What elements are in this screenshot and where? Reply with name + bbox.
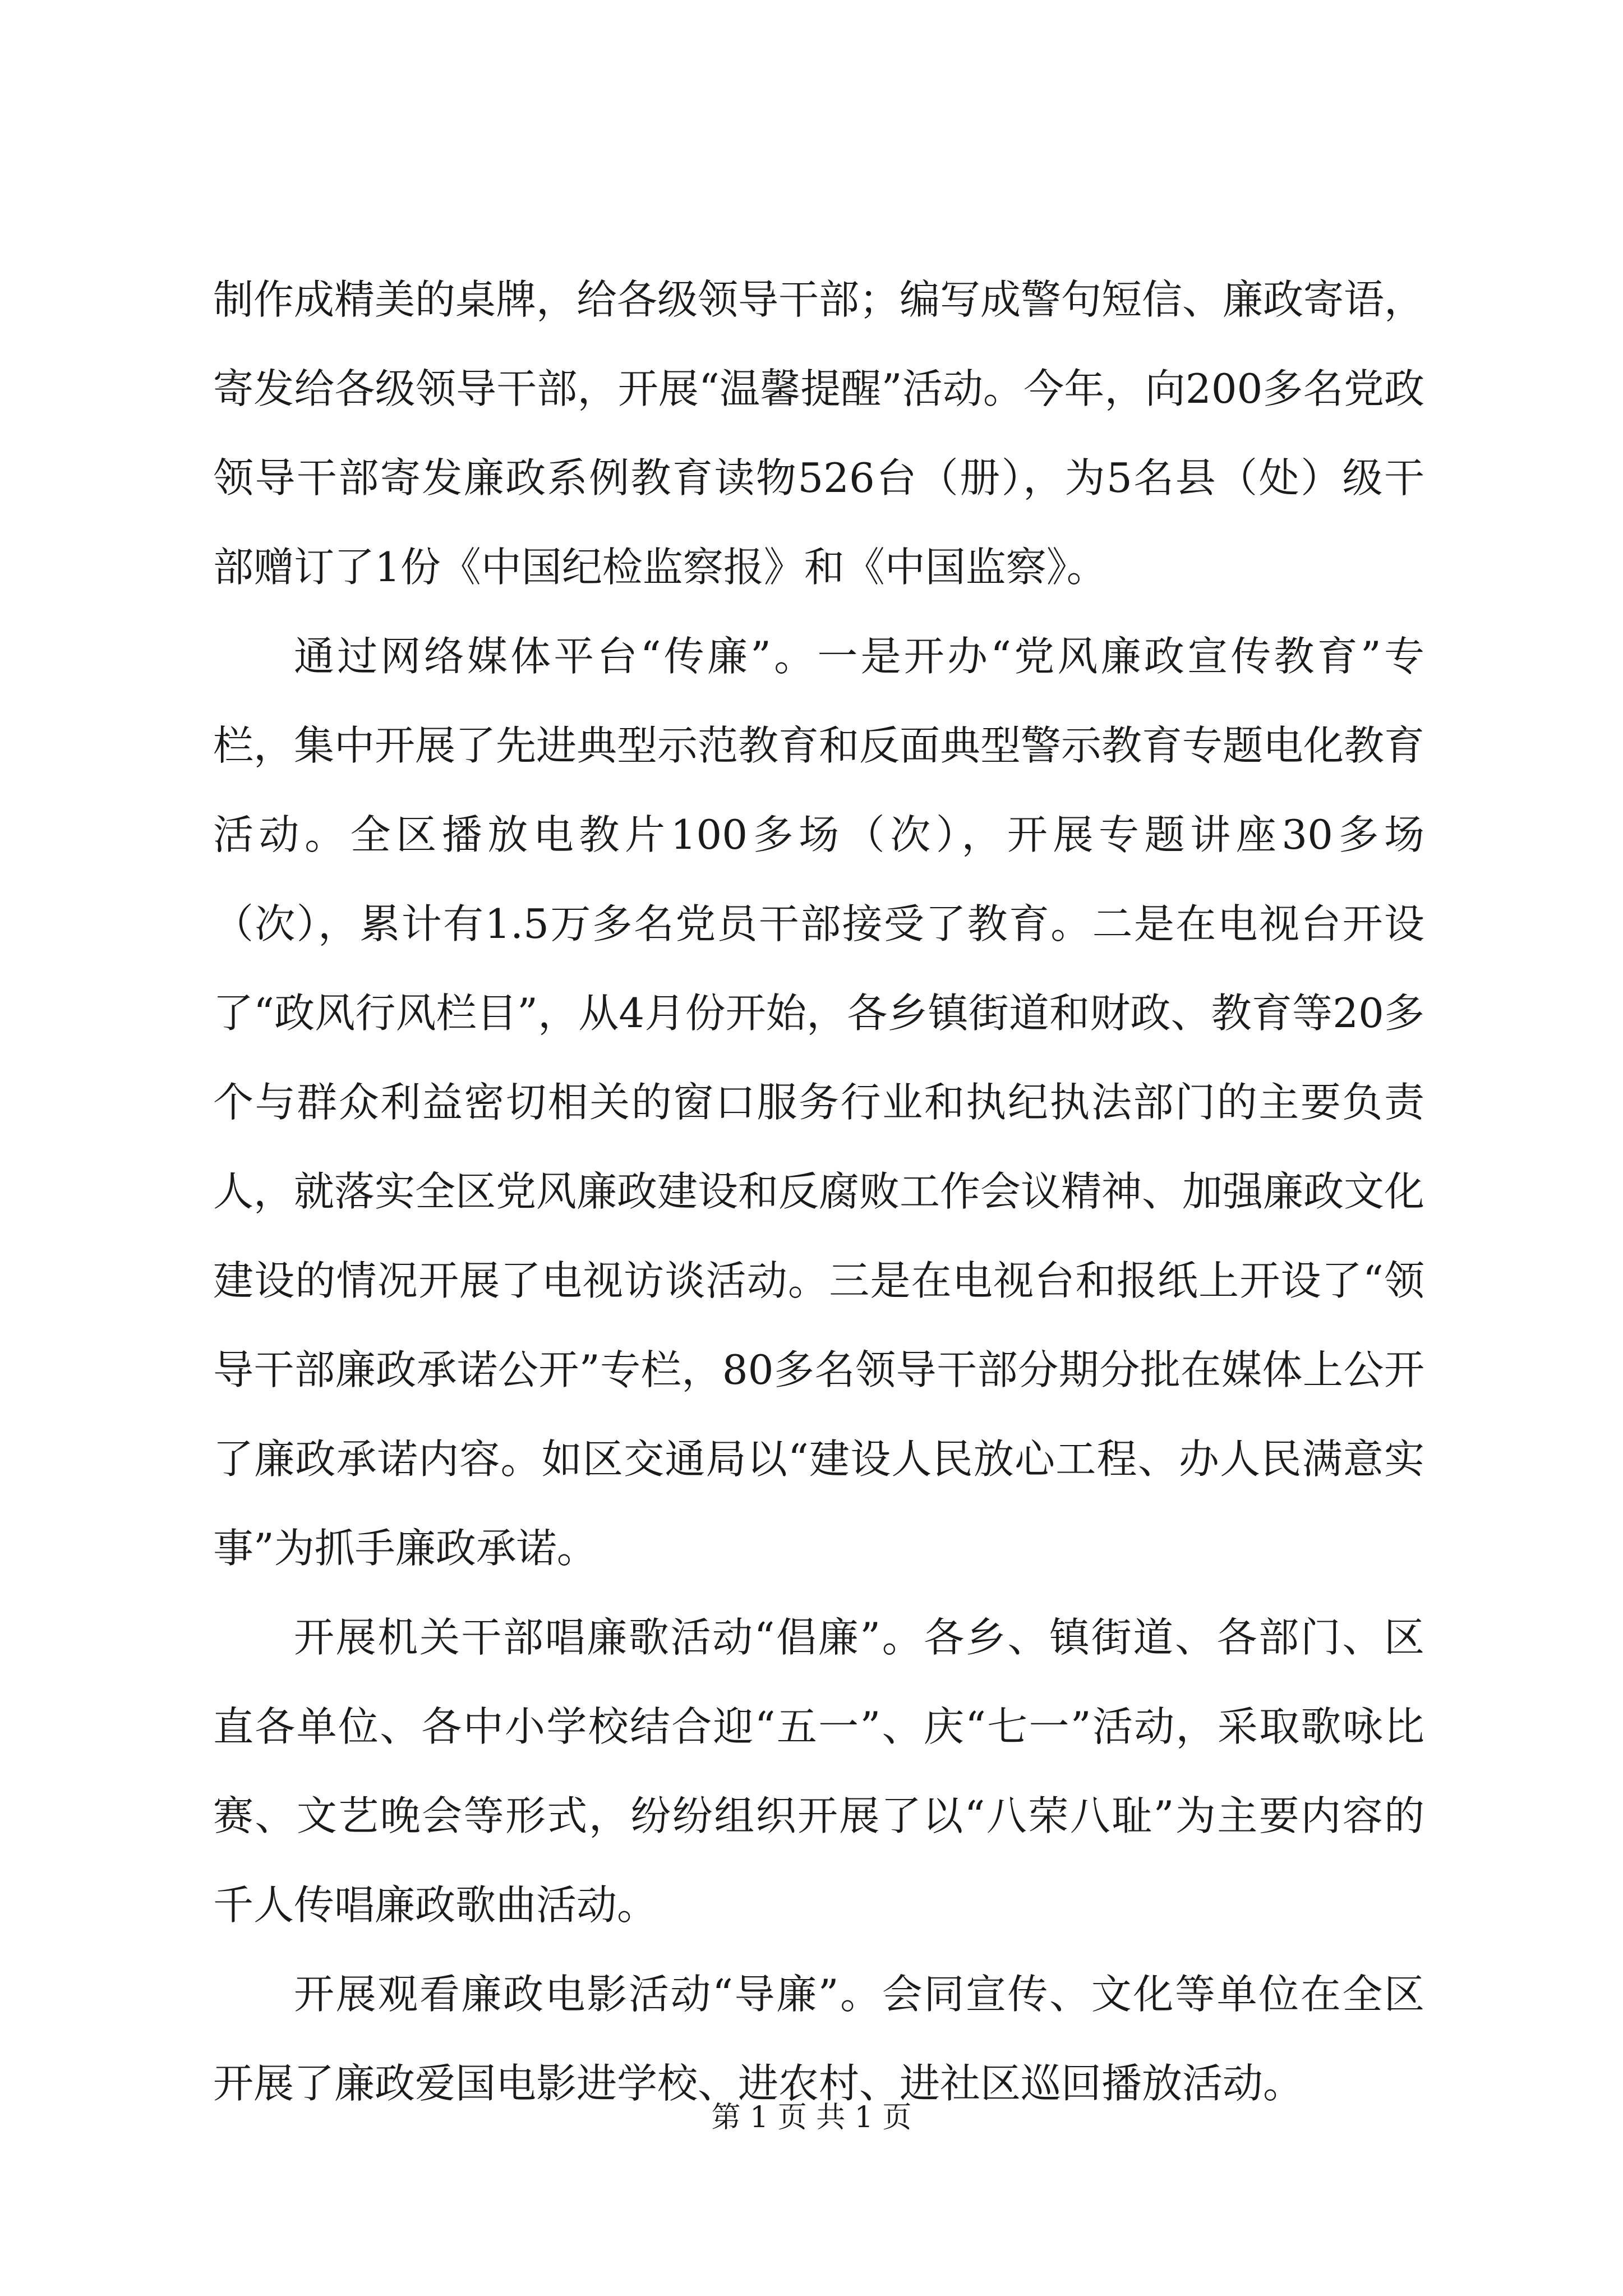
document-body <box>213 255 1424 2128</box>
paragraph-2: 通过网络媒体平台“传廉”。一是开办“党风廉政宣传教育”专栏，集中开展了先进典型示范教育和反面典型警示教育专题电化教育活动。全区播放电教片100多场（次），开展专题讲座30多场（次），累计有1.5万多名党员干部接受了教育。二是在电视台开设了“政风行风栏目”，从4月份开始，各乡镇街道和财政、教育等20多个与群众利益密切相关的窗口服务行业和执纪执法部门的主要负责人，就落实全区党风廉政建设和反腐败工作会议精神、加强廉政文化建设的情况开展了电视访谈活动。三是在电视台和报纸上开设了“领导干部廉政承诺公开”专栏，80多名领导干部分期分批在媒体上公开了廉政承诺内容。如区交通局以“建设人民放心工程、办人民满意实事”为抓手廉政承诺。 <box>213 633 1425 1572</box>
page-footer: 第 1 页 共 1 页 <box>711 2101 912 2134</box>
paragraph-1: 制作成精美的桌牌，给各级领导干部；编写成警句短信、廉政寄语，寄发给各级领导干部，开展“温馨提醒”活动。今年，向200多名党政领导干部寄发廉政系例教育读物526台（册），为5名县（处）级干部赠订了1份《中国纪检监察报》和《中国监察》。 <box>213 276 1425 591</box>
paragraph-4: 开展观看廉政电影活动“导廉”。会同宣传、文化等单位在全区开展了廉政爱国电影进学校、进农村、进社区巡回播放活动。 <box>213 1971 1424 2107</box>
paragraph-3: 开展机关干部唱廉歌活动“倡廉”。各乡、镇街道、各部门、区直各单位、各中小学校结合迎“五一”、庆“七一”活动，采取歌咏比赛、文艺晚会等形式，纷纷组织开展了以“八荣八耻”为主要内容的千人传唱廉政歌曲活动。 <box>213 1614 1424 1929</box>
